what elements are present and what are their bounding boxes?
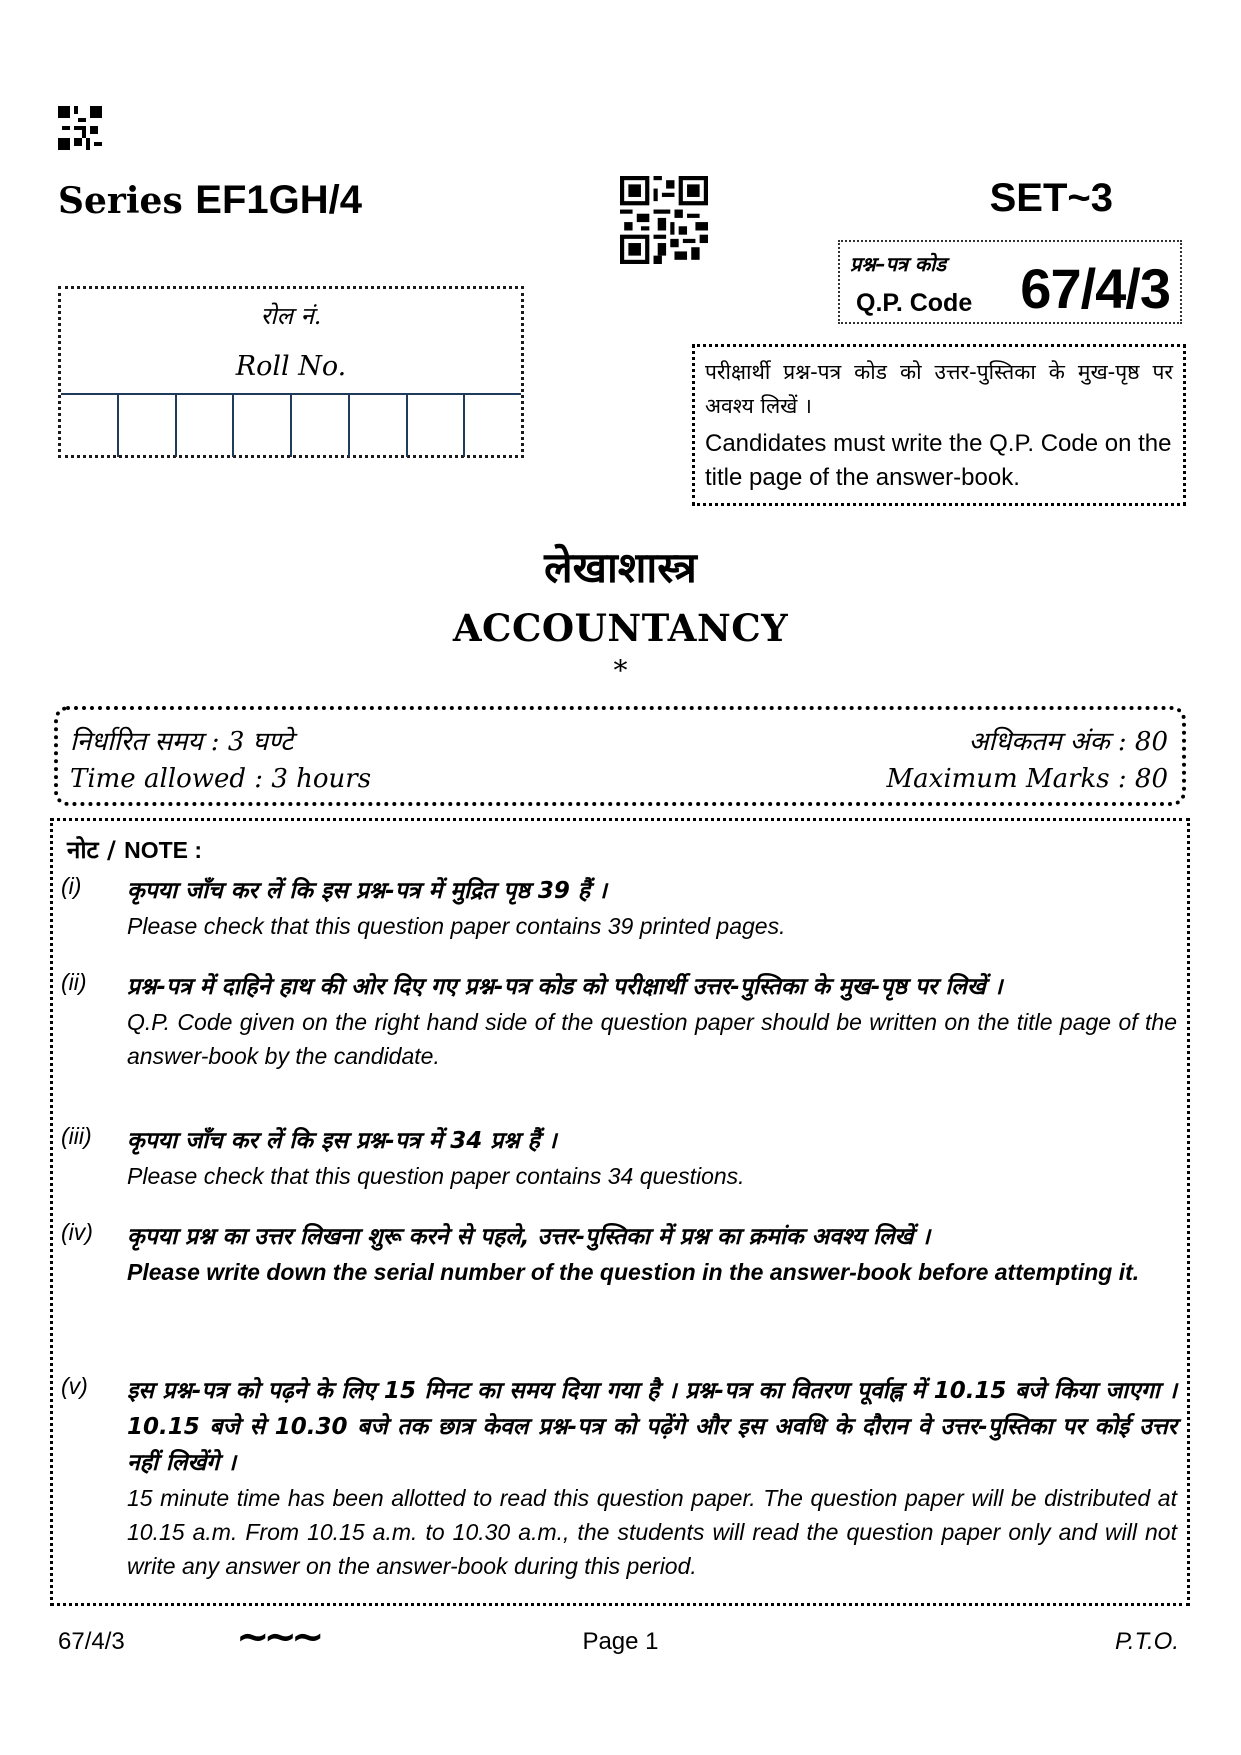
roll-cell[interactable] [177, 395, 235, 457]
qp-code-label-en: Q.P. Code [856, 289, 973, 317]
subject-title-en: ACCOUNTANCY [452, 606, 789, 650]
time-marks-box [54, 706, 1186, 806]
note-item [127, 1219, 1177, 1289]
set-label: SET~3 [989, 176, 1113, 220]
roll-cell[interactable] [350, 395, 408, 457]
note-item-en: Please check that this question paper contains 39 printed pages. [127, 913, 786, 939]
note-item [127, 1373, 1177, 1583]
note-item-en: 15 minute time has been allotted to read this question paper. The question paper will be distributed at 10.15 a.m. From 10.15 a.m. to 10.30 a.m., the students will read the question paper only and will not write any answer on the answer-book during this period. [127, 1485, 1177, 1579]
note-item-hi: कृपया जाँच कर लें कि इस प्रश्न-पत्र में 34 प्रश्न हैं । [127, 1128, 557, 1154]
roll-cell[interactable] [408, 395, 466, 457]
time-allowed-en: Time allowed : 3 hours [70, 764, 372, 794]
pto-label: P.T.O. [1114, 1628, 1179, 1655]
star-mark: * [613, 654, 628, 687]
small-qr-code [58, 106, 102, 150]
roll-cell[interactable] [465, 395, 521, 457]
note-item-number: (iv) [61, 1219, 93, 1245]
series-label: Series EF1GH/4 [58, 178, 362, 222]
candidate-instruction-box [692, 344, 1186, 506]
roll-number-cells [61, 393, 521, 457]
subject-title-hi: लेखाशास्त्र [544, 543, 697, 592]
instruction-en: Candidates must write the Q.P. Code on the title page of the answer-book. [705, 430, 1172, 491]
roll-cell[interactable] [119, 395, 177, 457]
instruction-hi: परीक्षार्थी प्रश्न-पत्र कोड को उत्तर-पुस्तिका के मुख-पृष्ठ पर अवश्य लिखें । [705, 360, 1173, 418]
qp-code-box [838, 240, 1182, 324]
page-number: Page 1 [582, 1628, 659, 1655]
note-item-hi: इस प्रश्न-पत्र को पढ़ने के लिए 15 मिनट का समय दिया गया है । प्रश्न-पत्र का वितरण पूर्वाह्न में 10.15 बजे किया जाएगा । 10.15 बजे से 10.30 बजे तक छात्र केवल प्रश्न-पत्र को पढ़ेंगे और इस अवधि के दौरान वे उत्तर-पुस्तिका पर कोई उत्तर नहीं लिखेंगे । [127, 1378, 1177, 1476]
note-item-hi: प्रश्न-पत्र में दाहिने हाथ की ओर दिए गए प्रश्न-पत्र कोड को परीक्षार्थी उत्तर-पुस्तिका के मुख-पृष्ठ पर लिखें । [127, 974, 1003, 1000]
note-item-number: (v) [61, 1373, 88, 1399]
time-allowed-hi: निर्धारित समय : 3 घण्टे [70, 727, 294, 757]
note-item [127, 969, 1177, 1073]
note-item-number: (ii) [61, 969, 87, 995]
max-marks-hi: अधिकतम अंक : 80 [968, 727, 1168, 757]
footer-tilde: ~~~ [236, 1614, 319, 1660]
note-item-en: Please write down the serial number of the question in the answer-book before attempting it. [127, 1259, 1140, 1285]
max-marks-en: Maximum Marks : 80 [886, 764, 1168, 794]
qp-code-value: 67/4/3 [1020, 257, 1170, 320]
note-item-number: (iii) [61, 1123, 92, 1149]
note-item [127, 1123, 1177, 1193]
note-item-hi: कृपया प्रश्न का उत्तर लिखना शुरू करने से पहले, उत्तर-पुस्तिका में प्रश्न का क्रमांक अवश्य लिखें । [127, 1224, 931, 1250]
series-code: EF1GH/4 [195, 178, 362, 222]
note-item-en: Q.P. Code given on the right hand side of the question paper should be written on the title page of the answer-book by the candidate. [127, 1009, 1177, 1069]
roll-cell[interactable] [234, 395, 292, 457]
footer-qp-code: 67/4/3 [58, 1628, 125, 1655]
note-heading: नोट / NOTE : [67, 836, 203, 864]
roll-label-hi: रोल नं. [260, 302, 322, 330]
note-item-number: (i) [61, 873, 82, 899]
roll-cell[interactable] [61, 395, 119, 457]
roll-label-en: Roll No. [235, 351, 347, 382]
note-item-en: Please check that this question paper contains 34 questions. [127, 1163, 745, 1189]
qr-code [620, 176, 708, 264]
note-item-hi: कृपया जाँच कर लें कि इस प्रश्न-पत्र में मुद्रित पृष्ठ 39 हैं । [127, 878, 607, 904]
note-box [50, 818, 1190, 1606]
qp-code-label-hi: प्रश्न–पत्र कोड [850, 252, 947, 276]
note-item [127, 873, 1177, 943]
roll-number-box [58, 286, 524, 458]
roll-cell[interactable] [292, 395, 350, 457]
